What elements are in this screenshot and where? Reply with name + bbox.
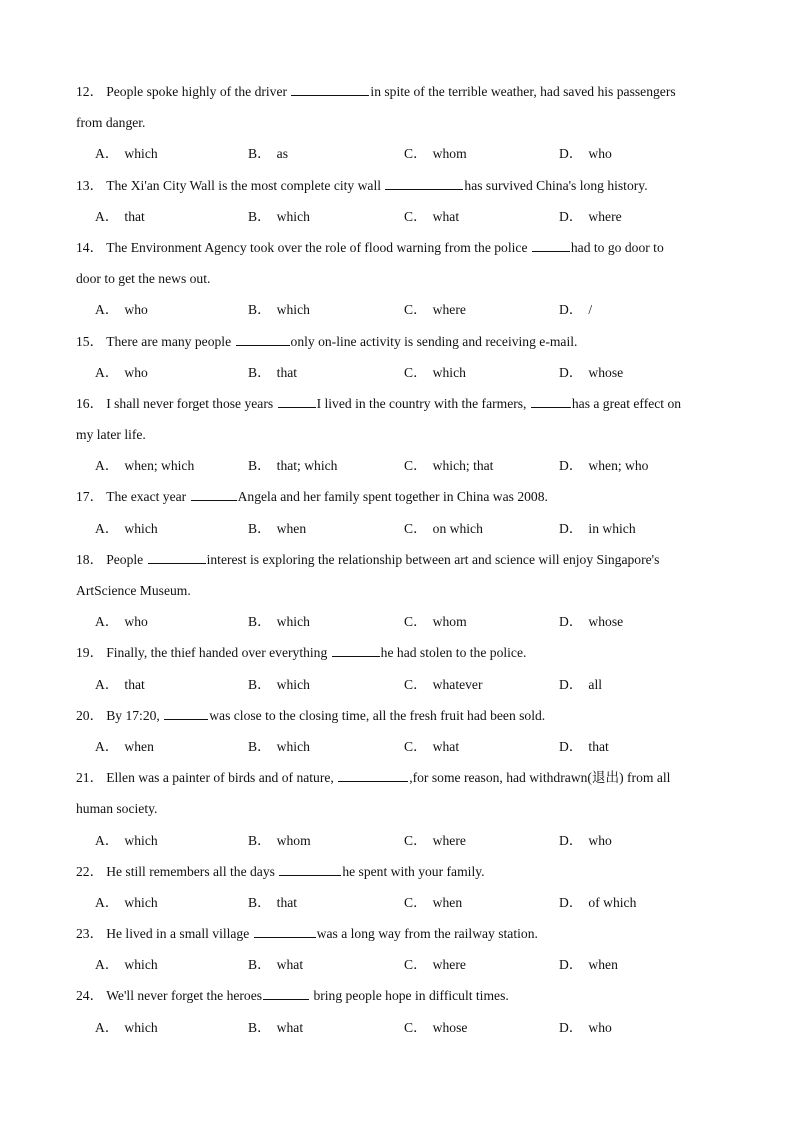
option-letter: D．: [559, 146, 583, 162]
question-text: He still remembers all the days: [106, 863, 279, 879]
option-text: which: [124, 146, 158, 162]
options-row: [76, 1012, 721, 1043]
option-c: [404, 294, 466, 325]
option-c: [404, 1012, 467, 1043]
option-d: [559, 887, 636, 918]
option-a: [95, 357, 148, 388]
option-text: what: [432, 208, 460, 224]
option-text: which: [124, 957, 158, 973]
option-text: which: [432, 364, 466, 380]
question-text: he had stolen to the police.: [380, 645, 527, 661]
option-b: [248, 949, 303, 980]
option-letter: C．: [404, 738, 427, 754]
option-letter: B．: [248, 832, 271, 848]
option-letter: C．: [404, 208, 427, 224]
answer-blank: [532, 239, 570, 252]
option-letter: A．: [95, 832, 119, 848]
question-item: [76, 170, 721, 232]
option-letter: C．: [404, 520, 427, 536]
option-text: who: [124, 364, 148, 380]
option-a: [95, 825, 158, 856]
option-text: whom: [276, 832, 311, 848]
option-letter: A．: [95, 738, 119, 754]
option-text: /: [588, 302, 593, 318]
option-a: [95, 949, 158, 980]
option-text: which; that: [432, 458, 494, 474]
option-text: what: [432, 738, 460, 754]
option-letter: D．: [559, 957, 583, 973]
question-number: 18．: [76, 551, 104, 567]
option-text: which: [276, 676, 310, 692]
question-text: bring people hope in difficult times.: [310, 988, 509, 1004]
option-letter: C．: [404, 894, 427, 910]
option-text: that: [588, 738, 609, 754]
question-text: has a great effect on: [571, 395, 682, 411]
option-letter: B．: [248, 614, 271, 630]
question-text: By 17:20,: [106, 707, 164, 723]
option-letter: B．: [248, 302, 271, 318]
options-row: [76, 294, 721, 325]
option-text: where: [588, 208, 622, 224]
option-text: what: [276, 1019, 304, 1035]
option-text: which: [276, 738, 310, 754]
option-letter: D．: [559, 520, 583, 536]
question-item: [76, 700, 721, 762]
question-text: There are many people: [106, 333, 235, 349]
option-text: whom: [432, 146, 467, 162]
option-c: [404, 357, 466, 388]
option-b: [248, 731, 310, 762]
options-row: [76, 887, 721, 918]
option-b: [248, 825, 311, 856]
option-letter: A．: [95, 208, 119, 224]
answer-blank: [191, 488, 237, 501]
option-letter: C．: [404, 302, 427, 318]
option-letter: D．: [559, 364, 583, 380]
question-item: [76, 762, 721, 856]
option-letter: B．: [248, 738, 271, 754]
option-letter: B．: [248, 208, 271, 224]
question-text-line: [76, 575, 721, 606]
option-text: all: [588, 676, 603, 692]
option-letter: C．: [404, 458, 427, 474]
option-letter: B．: [248, 458, 271, 474]
question-text: We'll never forget the heroes: [106, 988, 263, 1004]
answer-blank: [148, 551, 206, 564]
option-d: [559, 138, 612, 169]
question-text-line: [76, 544, 721, 575]
option-letter: A．: [95, 146, 119, 162]
question-number: 20．: [76, 707, 104, 723]
option-letter: D．: [559, 738, 583, 754]
option-a: [95, 887, 158, 918]
answer-blank: [254, 925, 316, 938]
option-text: that: [124, 676, 145, 692]
options-row: [76, 731, 721, 762]
question-text-line: [76, 419, 721, 450]
option-letter: A．: [95, 894, 119, 910]
option-c: [404, 138, 467, 169]
option-d: [559, 606, 623, 637]
question-number: 12．: [76, 84, 104, 99]
question-number: 19．: [76, 645, 104, 661]
option-text: what: [276, 957, 304, 973]
answer-blank: [263, 987, 309, 1000]
question-list: [76, 76, 721, 1043]
question-text-line: [76, 762, 721, 793]
question-text: was close to the closing time, all the fresh fruit had been sold.: [209, 707, 546, 723]
option-b: [248, 138, 288, 169]
option-letter: D．: [559, 614, 583, 630]
question-text: was a long way from the railway station.: [316, 926, 538, 942]
option-letter: D．: [559, 832, 583, 848]
question-text: The Xi'an City Wall is the most complete city wall: [106, 177, 385, 193]
options-row: [76, 138, 721, 169]
question-number: 13．: [76, 177, 104, 193]
option-letter: C．: [404, 364, 427, 380]
option-text: when: [276, 520, 307, 536]
question-text-line: [76, 170, 721, 201]
option-b: [248, 669, 310, 700]
answer-blank: [279, 863, 341, 876]
option-text: that: [276, 364, 298, 380]
question-text: People spoke highly of the driver: [106, 84, 291, 99]
option-text: when: [432, 894, 463, 910]
option-d: [559, 450, 648, 481]
option-text: that: [124, 208, 145, 224]
answer-blank: [338, 769, 408, 782]
option-b: [248, 357, 297, 388]
option-text: which: [124, 894, 158, 910]
option-a: [95, 669, 145, 700]
option-letter: D．: [559, 208, 583, 224]
option-letter: C．: [404, 957, 427, 973]
question-text: ArtScience Museum.: [76, 583, 191, 598]
option-letter: A．: [95, 458, 119, 474]
option-text: which: [124, 520, 158, 536]
question-text-line: [76, 76, 721, 107]
question-text-line: [76, 700, 721, 731]
option-text: who: [588, 1019, 612, 1035]
option-text: who: [588, 832, 612, 848]
option-text: when: [588, 957, 618, 973]
question-number: 24．: [76, 988, 104, 1004]
question-number: 16．: [76, 395, 104, 411]
question-item: [76, 76, 721, 170]
question-item: [76, 326, 721, 388]
option-letter: B．: [248, 520, 271, 536]
option-b: [248, 513, 306, 544]
option-text: whom: [432, 614, 467, 630]
option-b: [248, 887, 297, 918]
option-c: [404, 731, 459, 762]
option-letter: D．: [559, 676, 583, 692]
option-text: which: [276, 208, 310, 224]
question-item: [76, 918, 721, 980]
question-item: [76, 856, 721, 918]
option-text: whose: [432, 1019, 468, 1035]
option-letter: B．: [248, 957, 271, 973]
option-c: [404, 669, 483, 700]
question-text: in spite of the terrible weather, had saved his passengers: [370, 84, 676, 99]
question-item: [76, 980, 721, 1042]
option-d: [559, 357, 623, 388]
option-b: [248, 201, 310, 232]
question-number: 21．: [76, 770, 104, 786]
option-letter: C．: [404, 1019, 427, 1035]
answer-blank: [385, 177, 463, 190]
option-letter: D．: [559, 1019, 583, 1035]
question-text-line: [76, 388, 721, 419]
question-text: Finally, the thief handed over everything: [106, 645, 331, 661]
question-item: [76, 388, 721, 482]
question-text: he spent with your family.: [342, 863, 485, 879]
option-d: [559, 669, 602, 700]
question-text: had to go door to: [570, 239, 664, 255]
answer-blank: [278, 395, 316, 408]
option-d: [559, 825, 612, 856]
option-letter: B．: [248, 676, 271, 692]
question-text-line: [76, 263, 721, 294]
question-text: The Environment Agency took over the role of flood warning from the police: [106, 239, 531, 255]
option-text: whatever: [432, 676, 483, 692]
option-d: [559, 731, 609, 762]
option-text: when; who: [588, 458, 649, 474]
question-item: [76, 481, 721, 543]
options-row: [76, 513, 721, 544]
question-text: The exact year: [106, 489, 190, 505]
option-letter: A．: [95, 520, 119, 536]
options-row: [76, 450, 721, 481]
option-d: [559, 201, 622, 232]
option-c: [404, 201, 459, 232]
option-text: which: [124, 1019, 158, 1035]
option-a: [95, 731, 154, 762]
question-text: He lived in a small village: [106, 926, 253, 942]
option-text: on which: [432, 520, 483, 536]
question-text: interest is exploring the relationship between art and science will enjoy Singapore's: [206, 551, 660, 567]
option-text: when: [124, 738, 154, 754]
option-text: who: [588, 146, 612, 162]
option-text: where: [432, 832, 466, 848]
option-letter: A．: [95, 676, 119, 692]
option-letter: A．: [95, 364, 119, 380]
option-d: [559, 513, 636, 544]
option-a: [95, 450, 194, 481]
option-text: as: [276, 146, 288, 162]
option-text: who: [124, 302, 148, 318]
option-d: [559, 294, 592, 325]
question-text-line: [76, 107, 721, 138]
question-text: People: [106, 551, 147, 567]
option-c: [404, 887, 462, 918]
question-text-line: [76, 980, 721, 1011]
options-row: [76, 669, 721, 700]
options-row: [76, 825, 721, 856]
options-row: [76, 949, 721, 980]
option-d: [559, 1012, 612, 1043]
question-text: Angela and her family spent together in China was 2008.: [237, 489, 548, 505]
option-text: which: [124, 832, 158, 848]
options-row: [76, 201, 721, 232]
options-row: [76, 606, 721, 637]
question-text: has survived China's long history.: [464, 177, 648, 193]
question-text: door to get the news out.: [76, 271, 211, 287]
options-row: [76, 357, 721, 388]
option-text: of which: [588, 894, 637, 910]
option-letter: B．: [248, 1019, 271, 1035]
question-text: only on-line activity is sending and receiving e-mail.: [290, 333, 578, 349]
question-text: human society.: [76, 801, 158, 817]
question-text-line: [76, 637, 721, 668]
option-letter: C．: [404, 614, 427, 630]
option-letter: A．: [95, 957, 119, 973]
question-item: [76, 637, 721, 699]
question-text-line: [76, 232, 721, 263]
option-letter: B．: [248, 894, 271, 910]
option-b: [248, 450, 337, 481]
question-text-line: [76, 793, 721, 824]
question-item: [76, 544, 721, 638]
option-text: that: [276, 894, 298, 910]
option-c: [404, 825, 466, 856]
option-letter: A．: [95, 614, 119, 630]
option-a: [95, 201, 145, 232]
question-text-line: [76, 481, 721, 512]
question-text: my later life.: [76, 427, 146, 443]
option-text: where: [432, 957, 466, 973]
option-letter: C．: [404, 676, 427, 692]
option-c: [404, 513, 483, 544]
option-letter: A．: [95, 1019, 119, 1035]
answer-blank: [164, 707, 208, 720]
question-text: ,for some reason, had withdrawn(退出) from all: [409, 770, 671, 786]
option-c: [404, 949, 466, 980]
option-a: [95, 294, 148, 325]
option-letter: B．: [248, 146, 271, 162]
option-text: who: [124, 614, 148, 630]
option-text: that; which: [276, 458, 338, 474]
question-text-line: [76, 918, 721, 949]
option-letter: D．: [559, 302, 583, 318]
question-number: 22．: [76, 863, 104, 879]
option-letter: D．: [559, 894, 583, 910]
option-text: which: [276, 614, 310, 630]
option-c: [404, 450, 493, 481]
option-d: [559, 949, 618, 980]
question-number: 17．: [76, 489, 104, 505]
option-text: whose: [588, 364, 624, 380]
option-letter: C．: [404, 146, 427, 162]
question-number: 14．: [76, 239, 104, 255]
option-letter: C．: [404, 832, 427, 848]
option-text: whose: [588, 614, 624, 630]
option-text: when; which: [124, 458, 195, 474]
question-text-line: [76, 856, 721, 887]
option-a: [95, 606, 148, 637]
option-a: [95, 513, 158, 544]
option-b: [248, 294, 310, 325]
answer-blank: [531, 395, 571, 408]
answer-blank: [291, 83, 369, 96]
option-letter: D．: [559, 458, 583, 474]
option-text: which: [276, 302, 310, 318]
question-text: I lived in the country with the farmers,: [316, 395, 530, 411]
option-a: [95, 1012, 158, 1043]
question-number: 23．: [76, 926, 104, 942]
option-letter: B．: [248, 364, 271, 380]
option-text: where: [432, 302, 466, 318]
question-text: Ellen was a painter of birds and of nature,: [106, 770, 338, 786]
option-letter: A．: [95, 302, 119, 318]
question-number: 15．: [76, 333, 104, 349]
option-a: [95, 138, 158, 169]
question-item: [76, 232, 721, 326]
option-b: [248, 606, 310, 637]
answer-blank: [236, 333, 290, 346]
option-b: [248, 1012, 303, 1043]
question-text: I shall never forget those years: [106, 395, 277, 411]
question-text: from danger.: [76, 115, 146, 131]
option-c: [404, 606, 467, 637]
answer-blank: [332, 644, 380, 657]
question-text-line: [76, 326, 721, 357]
option-text: in which: [588, 520, 636, 536]
